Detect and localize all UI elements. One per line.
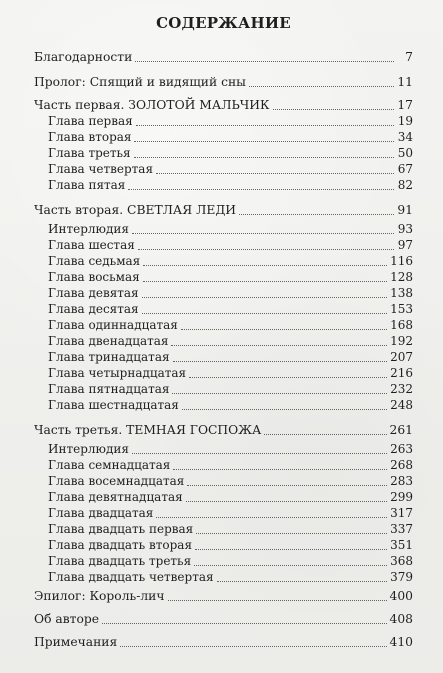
toc-chapter-entry — [34, 317, 413, 333]
toc-chapter-entry — [34, 161, 413, 177]
toc-page-number: 263 — [390, 442, 413, 456]
toc-page-number: 216 — [390, 366, 413, 380]
toc-chapter-entry — [34, 397, 413, 413]
toc-chapter-entry — [34, 301, 413, 317]
toc-entry-label: Интерлюдия — [48, 442, 129, 456]
toc-chapter-entry — [34, 365, 413, 381]
toc-entry-label: Глава четырнадцатая — [48, 366, 187, 380]
toc-chapter-entry — [34, 553, 413, 569]
toc-entry-label: Примечания — [34, 635, 118, 649]
dot-leader — [189, 376, 387, 378]
toc-page-number: 232 — [390, 382, 413, 396]
dot-leader — [120, 645, 386, 647]
toc-entry-label: Часть вторая. СВЕТЛАЯ ЛЕДИ — [34, 203, 237, 217]
toc-page-number: 7 — [405, 50, 413, 64]
toc-chapter-entry — [34, 145, 413, 161]
dot-leader — [217, 580, 388, 582]
toc-chapter-entry — [34, 253, 413, 269]
toc-page-number: 192 — [390, 334, 413, 348]
toc-entry-label: Благодарности — [34, 50, 133, 64]
toc-entry-label: Глава седьмая — [48, 254, 141, 268]
toc-chapter-entry — [34, 349, 413, 365]
dot-leader — [172, 392, 387, 394]
toc-entry-label: Часть третья. ТЕМНАЯ ГОСПОЖА — [34, 423, 262, 437]
toc-entry-label: Глава пятая — [48, 178, 126, 192]
toc-page-number: 408 — [389, 612, 413, 626]
toc-entry-label: Глава девятнадцатая — [48, 490, 183, 504]
toc-page-number: 138 — [390, 286, 413, 300]
toc-entry-label: Глава двадцать первая — [48, 522, 194, 536]
toc-page-number: 379 — [390, 570, 413, 584]
toc-page-number: 248 — [390, 398, 413, 412]
toc-section-entry — [34, 588, 413, 604]
dot-leader — [128, 188, 394, 190]
dot-leader — [132, 452, 387, 454]
dot-leader — [249, 85, 394, 87]
toc-entry-label: Глава третья — [48, 146, 131, 160]
toc-entry-label: Глава восьмая — [48, 270, 140, 284]
toc-chapter-entry — [34, 569, 413, 585]
dot-leader — [156, 516, 387, 518]
dot-leader — [135, 60, 394, 62]
toc-entry-label: Глава одиннадцатая — [48, 318, 178, 332]
dot-leader — [195, 548, 387, 550]
dot-leader — [142, 296, 387, 298]
toc-page-number: 317 — [390, 506, 413, 520]
toc-section-entry — [34, 49, 413, 65]
dot-leader — [264, 433, 386, 435]
toc-page-number: 268 — [390, 458, 413, 472]
toc-page-number: 17 — [397, 98, 413, 112]
dot-leader — [138, 248, 394, 250]
toc-entry-label: Глава двадцать четвертая — [48, 570, 214, 584]
toc-chapter-entry — [34, 473, 413, 489]
toc-entry-label: Глава двадцатая — [48, 506, 154, 520]
toc-page-number: 97 — [397, 238, 413, 252]
toc-entry-label: Глава двадцать третья — [48, 554, 192, 568]
toc-chapter-entry — [34, 113, 413, 129]
toc-entry-label: Эпилог: Король-лич — [34, 589, 165, 603]
toc-page-number: 82 — [397, 178, 413, 192]
toc-entry-label: Глава двадцать вторая — [48, 538, 193, 552]
toc-chapter-entry — [34, 237, 413, 253]
dot-leader — [143, 264, 387, 266]
toc-chapter-entry — [34, 177, 413, 193]
dot-leader — [134, 156, 394, 158]
toc-section-entry — [34, 97, 413, 113]
toc-page-number: 368 — [390, 554, 413, 568]
table-of-contents — [34, 49, 413, 650]
toc-page-number: 67 — [397, 162, 413, 176]
toc-section-entry — [34, 74, 413, 90]
dot-leader — [182, 408, 387, 410]
toc-chapter-entry — [34, 285, 413, 301]
toc-page-number: 116 — [390, 254, 413, 268]
toc-page-number: 261 — [389, 423, 413, 437]
dot-leader — [194, 564, 387, 566]
dot-leader — [143, 280, 387, 282]
toc-chapter-entry — [34, 441, 413, 457]
toc-chapter-entry — [34, 457, 413, 473]
dot-leader — [173, 468, 387, 470]
toc-page-number: 19 — [397, 114, 413, 128]
toc-entry-label: Глава десятая — [48, 302, 139, 316]
toc-entry-label: Глава тринадцатая — [48, 350, 170, 364]
toc-entry-label: Глава пятнадцатая — [48, 382, 170, 396]
dot-leader — [102, 622, 387, 624]
toc-entry-label: Глава шестнадцатая — [48, 398, 179, 412]
toc-entry-label: Часть первая. ЗОЛОТОЙ МАЛЬЧИК — [34, 98, 270, 112]
toc-page-number: 337 — [390, 522, 413, 536]
page-title: СОДЕРЖАНИЕ — [156, 14, 291, 32]
toc-entry-label: Интерлюдия — [48, 222, 129, 236]
toc-chapter-entry — [34, 221, 413, 237]
toc-entry-label: Глава семнадцатая — [48, 458, 171, 472]
toc-page-number: 207 — [390, 350, 413, 364]
dot-leader — [156, 172, 394, 174]
toc-entry-label: Глава двенадцатая — [48, 334, 169, 348]
dot-leader — [173, 360, 388, 362]
toc-entry-label: Глава девятая — [48, 286, 139, 300]
toc-section-entry — [34, 634, 413, 650]
dot-leader — [196, 532, 387, 534]
toc-section-entry — [34, 611, 413, 627]
dot-leader — [239, 213, 394, 215]
dot-leader — [132, 232, 394, 234]
toc-section-entry — [34, 422, 413, 438]
dot-leader — [181, 328, 387, 330]
toc-entry-label: Глава восемнадцатая — [48, 474, 185, 488]
dot-leader — [186, 500, 387, 502]
toc-page-number: 93 — [397, 222, 413, 236]
dot-leader — [142, 312, 388, 314]
toc-page-number: 410 — [389, 635, 413, 649]
dot-leader — [273, 108, 394, 110]
toc-entry-label: Глава вторая — [48, 130, 132, 144]
dot-leader — [187, 484, 387, 486]
dot-leader — [134, 140, 394, 142]
dot-leader — [171, 344, 387, 346]
toc-chapter-entry — [34, 269, 413, 285]
toc-page-number: 153 — [390, 302, 413, 316]
toc-entry-label: Глава первая — [48, 114, 133, 128]
toc-page-number: 400 — [389, 589, 413, 603]
toc-chapter-entry — [34, 129, 413, 145]
toc-entry-label: Глава четвертая — [48, 162, 154, 176]
toc-page-number: 34 — [397, 130, 413, 144]
toc-chapter-entry — [34, 505, 413, 521]
toc-chapter-entry — [34, 381, 413, 397]
toc-page-number: 11 — [397, 75, 413, 89]
toc-entry-label: Глава шестая — [48, 238, 135, 252]
toc-chapter-entry — [34, 537, 413, 553]
toc-chapter-entry — [34, 521, 413, 537]
toc-page-number: 91 — [397, 203, 413, 217]
dot-leader — [168, 599, 387, 601]
dot-leader — [136, 124, 394, 126]
toc-page-number: 128 — [390, 270, 413, 284]
toc-page-number: 50 — [397, 146, 413, 160]
toc-page-number: 283 — [390, 474, 413, 488]
toc-entry-label: Об авторе — [34, 612, 100, 626]
toc-section-entry — [34, 202, 413, 218]
toc-chapter-entry — [34, 333, 413, 349]
toc-page-number: 168 — [390, 318, 413, 332]
toc-chapter-entry — [34, 489, 413, 505]
toc-page-number: 351 — [390, 538, 413, 552]
toc-page-number: 299 — [390, 490, 413, 504]
toc-entry-label: Пролог: Спящий и видящий сны — [34, 75, 246, 89]
